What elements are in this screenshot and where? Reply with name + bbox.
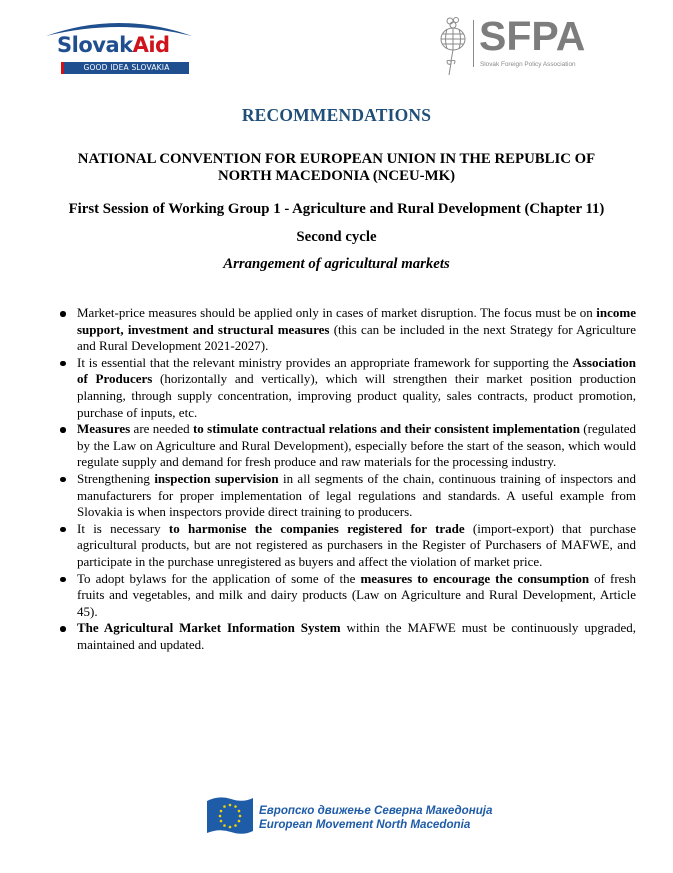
item-emphasis: inspection supervision bbox=[154, 470, 279, 486]
item-emphasis: Association of Producers bbox=[77, 354, 636, 387]
item-emphasis: to stimulate contractual relations and their consistent implementation bbox=[192, 421, 580, 437]
slovakaid-wordmark bbox=[57, 35, 170, 56]
sfpa-abbreviation: SFPA bbox=[479, 13, 586, 59]
recommendation-item bbox=[56, 471, 636, 521]
globe-flower-emblem-icon bbox=[438, 15, 470, 77]
item-emphasis: The Agricultural Market Information System bbox=[77, 620, 341, 636]
item-text: To adopt bylaws for the application of some of the bbox=[77, 570, 361, 586]
item-emphasis: to harmonise the companies registered for trade bbox=[168, 520, 465, 536]
slovakaid-name-aid: Aid bbox=[132, 33, 170, 57]
item-text: (regulated by the Law on Agriculture and Rural Development), especially before the start of the season, which would regulate supply and demand for fresh produce and raw materials for the processing industry. bbox=[77, 421, 636, 470]
item-text: It is necessary bbox=[77, 520, 169, 536]
sfpa-logo bbox=[436, 15, 611, 77]
cycle-title: Second cycle bbox=[296, 229, 377, 245]
recommendation-item bbox=[56, 355, 636, 421]
org-name-english: European Movement North Macedonia bbox=[259, 818, 471, 831]
org-name-macedonian: Европско движење Северна Македонија bbox=[259, 804, 493, 817]
item-text: Strengthening bbox=[77, 470, 155, 486]
item-text: Market-price measures should be applied only in cases of market disruption. The focus must be on bbox=[77, 305, 597, 320]
recommendation-item bbox=[56, 620, 636, 653]
item-text: within the MAFWE must be continuously upgraded, maintained and updated. bbox=[77, 620, 636, 652]
recommendations-list bbox=[56, 305, 636, 653]
european-movement-logo bbox=[205, 795, 493, 837]
slovakaid-tagline: GOOD IDEA SLOVAKIA bbox=[61, 62, 189, 74]
recommendation-item bbox=[56, 521, 636, 571]
item-emphasis: measures to encourage the consumption bbox=[360, 570, 590, 586]
topic-title: Arrangement of agricultural markets bbox=[223, 256, 450, 272]
convention-title: NATIONAL CONVENTION FOR EUROPEAN UNION IN THE REPUBLIC OF NORTH MACEDONIA (NCEU-MK) bbox=[77, 151, 596, 184]
page-title: RECOMMENDATIONS bbox=[241, 105, 432, 125]
slovakaid-logo bbox=[44, 18, 194, 78]
logo-divider bbox=[473, 20, 474, 67]
session-title: First Session of Working Group 1 - Agriculture and Rural Development (Chapter 11) bbox=[68, 201, 605, 217]
slovakaid-name-slovak: Slovak bbox=[57, 33, 133, 57]
item-text: (horizontally and vertically), which will strengthen their market position production planning, through supply concentration, improving product quality, sales contracts, product promotion, purchase of inputs, etc. bbox=[77, 371, 637, 420]
item-text: in all segments of the chain, continuous training of inspectors and manufacturers for proper implementation of legal regulations and standards. A useful example from Slovakia is when inspectors provide direct training to producers. bbox=[77, 470, 636, 520]
item-emphasis: income support, investment and structural measures bbox=[77, 305, 636, 337]
recommendation-item bbox=[56, 305, 636, 355]
recommendation-item bbox=[56, 571, 636, 621]
item-text: are needed bbox=[130, 421, 193, 437]
item-text: (this can be included in the next Strategy for Agriculture and Rural Development 2021-2027). bbox=[77, 321, 636, 354]
recommendation-item bbox=[56, 421, 636, 471]
item-text: of fresh fruits and vegetables, and milk and dairy products (Law on Agriculture and Rural Development, Article 45). bbox=[77, 570, 636, 619]
item-text: It is essential that the relevant ministry provides an appropriate framework for supporting the bbox=[77, 354, 573, 370]
sfpa-full-name: Slovak Foreign Policy Association bbox=[480, 61, 576, 68]
eu-flag-icon bbox=[205, 795, 255, 837]
item-emphasis: Measures bbox=[77, 421, 131, 437]
item-text: (import-export) that purchase agricultural products, but are not registered as purchasers in the Register of Purchasers of MAFWE, and participate in the purchase unregistered as buyers and affect the violation of market price. bbox=[77, 520, 636, 569]
